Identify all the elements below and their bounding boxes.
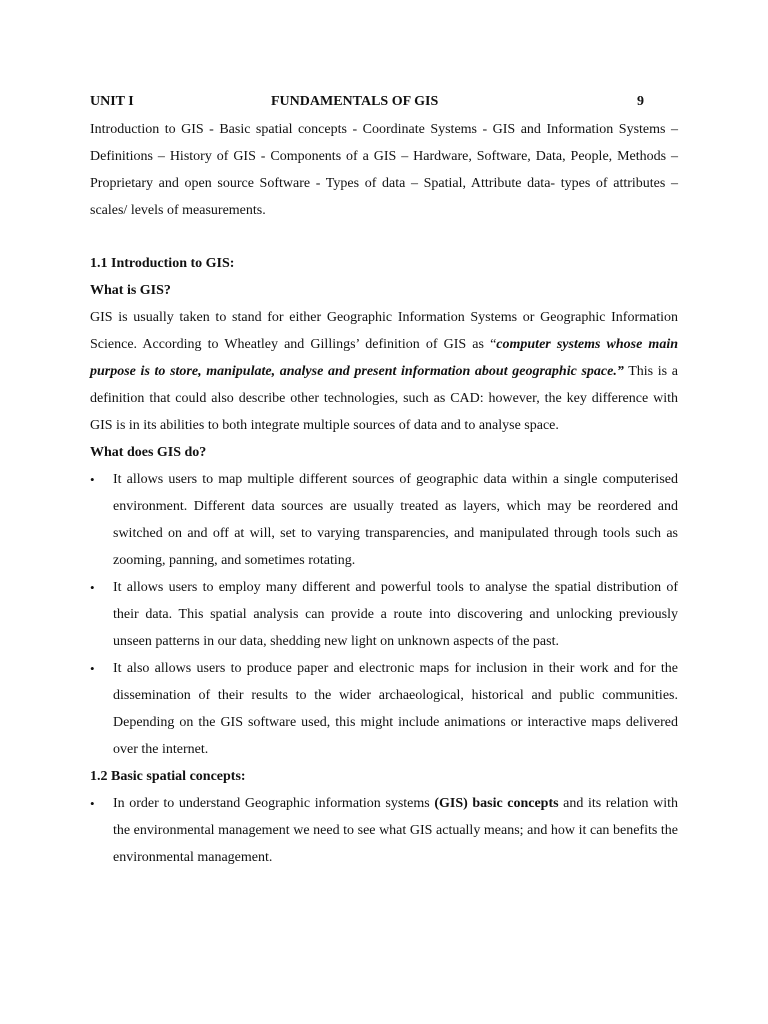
bullet-icon: • — [90, 472, 95, 487]
section-heading-1-2: 1.2 Basic spatial concepts: — [90, 769, 246, 784]
question-what-is-gis: What is GIS? — [90, 283, 171, 298]
unit-header — [90, 88, 678, 116]
list-item-text: It also allows users to produce paper and electronic maps for inclusion in their work and for the dissemination of their results to the wider archaeological, historical and public communities. Depending on the GIS software used, this might include animations or interactive maps delivered over the internet. — [113, 661, 678, 757]
spacer — [90, 224, 678, 250]
definition-text-c: This is a definition that could also describe other technologies, such as CAD: however, the key difference with GIS is in its abilities to both integrate multiple sources of data and to analyse space. — [90, 364, 678, 433]
list-item — [90, 466, 678, 574]
section-heading-1-1: 1.1 Introduction to GIS: — [90, 256, 235, 271]
definition-text-a: GIS is usually taken to stand for either Geographic Information Systems or Geographic Information Science. According to Wheatley and Gillings’ definition of GIS as “ — [90, 310, 678, 352]
list-item-text-bold: (GIS) basic concepts — [434, 796, 559, 811]
list-item — [90, 790, 678, 871]
bullet-icon: • — [90, 580, 95, 595]
list-item-text-c: and its relation with the environmental management we need to see what GIS actually means; and how it can benefits the environmental management. — [113, 796, 678, 865]
syllabus-paragraph: Introduction to GIS - Basic spatial concepts - Coordinate Systems - GIS and Information Systems – Definitions – History of GIS - Components of a GIS – Hardware, Software, Data, People, Methods – Proprietary and open source Software - Types of data – Spatial, Attribute data- types of attributes – scales/ levels of measurements. — [90, 122, 678, 218]
unit-hours: 9 — [637, 94, 644, 109]
gis-functions-list — [90, 466, 678, 763]
list-item — [90, 574, 678, 655]
definition-quote: computer systems whose main purpose is to store, manipulate, analyse and present information about geographic space.” — [90, 337, 678, 379]
list-item-text: It allows users to map multiple different sources of geographic data within a single computerised environment. Different data sources are usually treated as layers, which may be reordered and switched on and off at will, set to varying transparencies, and manipulated through tools such as zooming, panning, and sometimes rotating. — [113, 472, 678, 568]
bullet-icon: • — [90, 661, 95, 676]
basic-concepts-list — [90, 790, 678, 871]
list-item-text-a: In order to understand Geographic information systems — [113, 796, 435, 811]
unit-label: UNIT I — [90, 94, 134, 109]
unit-title: FUNDAMENTALS OF GIS — [271, 94, 439, 109]
question-what-does-gis-do: What does GIS do? — [90, 445, 207, 460]
list-item-text: It allows users to employ many different and powerful tools to analyse the spatial distribution of their data. This spatial analysis can provide a route into discovering and unlocking previously unseen patterns in our data, shedding new light on unknown aspects of the past. — [113, 580, 678, 649]
document-page — [90, 88, 678, 871]
bullet-icon: • — [90, 796, 95, 811]
definition-paragraph — [90, 304, 678, 439]
list-item — [90, 655, 678, 763]
